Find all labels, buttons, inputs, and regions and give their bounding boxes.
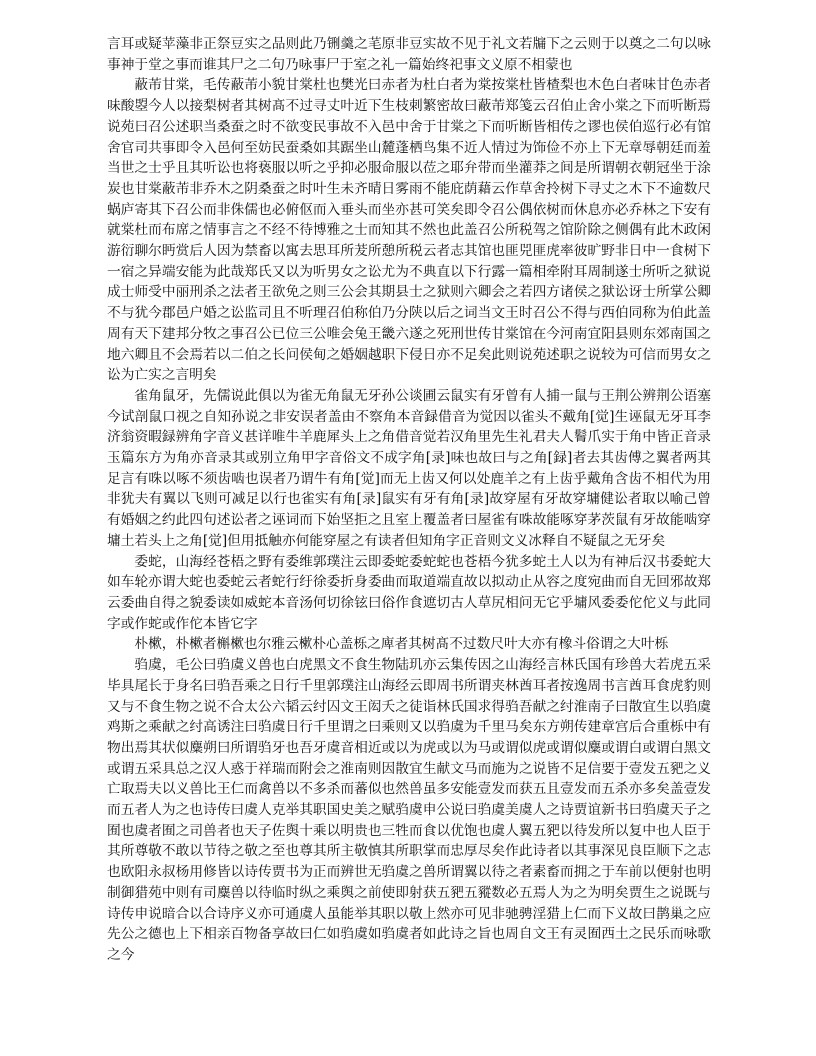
paragraph-zouyu: 驺虞，毛公曰驺虞义兽也白虎黑文不食生物陆玑亦云集传因之山海经言林氏国有珍兽大若虎五采毕具尾长于身名曰驺吾乘之日行千里郭璞注山海经云即周书所谓夹林酋耳者按逸周书言酋耳食虎豹则又与不食生物之说不合太公六韬云纣囚文王闳夭之徒诣林氏国求得驺吾献之纣淮南子曰散宜生以驺虞鸡斯之乘献之纣高诱注曰驺虞日行千里谓之曰乘则又以驺虞为千里马矣东方朔传建章宫后合重栎中有物出焉其状似麋朔曰所谓驺牙也吾牙虞音相近或以为虎或以为马或谓似虎或谓似麋或谓白或谓白黑文或谓五采具总之汉人惑于祥瑞而附会之淮南则因散宜生献文马而施为之说皆不足信要于壹发五豝之义亡取焉夫以义兽比王仁而禽兽以不多杀而蕃似也然兽虽多安能壹发而获五且壹发而五杀亦多矣盖壹发而五者人为之也诗传曰虞人克举其职国史美之赋驺虞申公说曰驺虞美虞人之诗贾谊新书曰驺虞天子之囿也虞者囿之司兽者也天子佐舆十乘以明贵也三牲而食以优饱也虞人翼五豝以待发所以复中也人臣于其所尊敬不敢以节待之敬之至也尊其所主敬慎其所职掌而忠厚尽矣作此诗者以其事深见良臣顺下之志也欧阳永叔杨用修皆以诗传贾书为正而辨世无驺虞之兽所谓翼以待之者素畜而拥之于车前以便射也明制御猎苑中则有司麋兽以待临时纵之乘舆之前使即射获五豝五豵数必五焉人为之为明矣贾生之说既与诗传申说暗合以合诗序义亦可通虞人虽能举其职以敬上然亦可见非驰骋淫猎上仁而下义故曰鹊巢之应先公之德也上下相亲百物备享故曰仁如驺虞如驺虞者如此诗之旨也周自文王有灵囿西土之民乐而咏歌之今 — [107, 657, 711, 963]
paragraph-gantang: 蔽芾甘棠，毛传蔽芾小貌甘棠杜也樊光曰赤者为杜白者为棠按棠杜皆楂梨也木色白者味甘色赤者味酸曌今人以接梨树者其树髙不过寻丈叶近下生枝刺繁密故曰蔽芾郑笺云召伯止舍小棠之下而听断焉说苑曰召公述职当桑蚕之时不欲变民事故不入邑中舍于甘棠之下而听断皆相传之谬也侯伯巡行必有馆舍官司共事即令入邑何至妨民蚕桑如其踞坐山麓蓬栖鸟集不近人情过为饰俭不亦上下无章辱朝廷而羞当世之士乎且其听讼也将亵服以听之乎抑必服命服以莅之耶弁带而坐灌莽之间是所谓朝衣朝冠坐于涂炭也甘棠蔽芾非乔木之阴桑蚕之时叶生未齐晴日雾雨不能庇荫藉云作草舍拎树下寻丈之木下不逾数尺蜗庐寄其下召公而非侏儒也必俯伛而入垂头而坐亦甚可笑矣即令召公偶依树而休息亦必乔林之下安有就棠杜而布席之情事言之不经不待博雅之士而知其不然也此盖召公所税驾之馆阶除之侧偶有此木政闲游衍聊尔眄赏后人因为禁畜以寓去思耳所茇所憩所税云者志其馆也匪兕匪虎率彼旷野非日中一食树下一宿之异端安能为此哉郑氏又以为听男女之讼尤为不典直以下行露一篇相牵附耳周制遂士所听之狱说成士师受中丽刑杀之法者王欲免之则三公会其期县士之狱则六卿会之若四方诸侯之狱讼讶士所掌公卿不与犹今郡邑户婚之讼监司且不听理召伯称伯乃分陕以后之词当文王时召公不得与西伯同称为伯此盖周有天下建邦分牧之事召公已位三公唯会兔王畿六遂之死刑世传甘棠馆在今河南宜阳县则东郊南国之地六卿且不会焉若以二伯之长问侯甸之婚姻越职下侵日亦不足矣此则说苑述职之说较为可信而男女之讼为亡实之言明矣 — [107, 77, 711, 384]
paragraph-weiyi: 委蛇，山海经苍梧之野有委维郭璞注云即委蛇委蛇蛇也苍梧今犹多蛇土人以为有神后汉书委蛇大如车轮亦谓大蛇也委蛇云者蛇行纡徐委折身委曲而取道端直故以拟动止从容之度宛曲而自无回邪故郑云委曲自得之貌委读如威蛇本音汤何切徐铉曰俗作食遮切古人草尻相问无它乎墉风委委佗佗义与此同字或作蛇或作佗本皆它字 — [107, 553, 711, 632]
paragraph-pusu: 朴樕，朴樕者槲樕也尔雅云樕朴心盖栎之庳者其树髙不过数尺叶大亦有橡斗俗谓之大叶栎 — [134, 636, 669, 653]
paragraph-continuation: 言耳或疑苹藻非正祭豆实之品则此乃铏羹之芼原非豆实故不见于礼文若牖下之云则于以奠之二句以咏事神于堂之事而谁其尸之二句乃咏事尸于室之礼一篇始终祀事文义原不相蒙也 — [107, 36, 711, 73]
paragraph-quejiao-shuya: 雀角鼠牙，先儒说此俱以为雀无角鼠无牙孙公谈圃云鼠实有牙曾有人捕一鼠与王荆公辨荆公语塞今试剖鼠口视之自知孙说之非安误者盖由不察角本音録借音为觉因以雀头不戴角[觉]生诬鼠无牙耳李济翁资暇録辨角字音义甚详唯牛羊鹿犀头上之角借音觉若汉角里先生礼君夫人鬌爪实于角中皆正音录玉篇东方为角亦音录其或别立角甲字音俗文不成字角[录]味也故曰与之角[録]者去其齿傅之翼者两其足言有咮以啄不须齿啮也误者乃谓牛有角[觉]而无上齿又何以处鹿羊之有上齿乎戴角含齿不相代为用非犹夫有翼以飞则可减足以行也雀实有角[录]鼠实有牙有角[录]故穿屋有牙故穿墉健讼者取以喻己曾有婚姻之约此四句述讼者之诬词而下始坚拒之且室上覆盖者曰屋雀有咮故能啄穿茅茨鼠有牙故能啮穿墉土若头上之角[觉]但用抵触亦何能穿屋之有读者但知角字正音则文义冰释自不疑鼠之无牙矣 — [107, 387, 711, 549]
document-body — [107, 34, 711, 966]
